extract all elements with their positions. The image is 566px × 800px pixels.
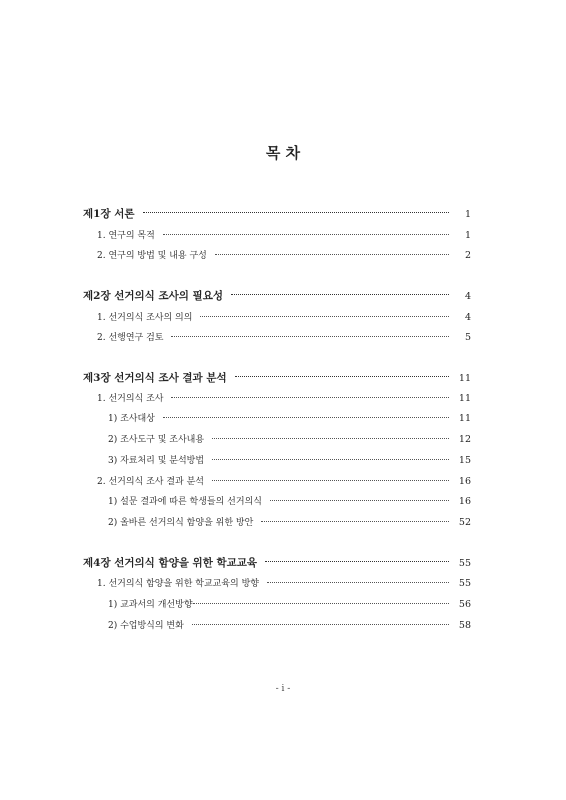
dot-leader <box>192 624 449 625</box>
toc-chapter-4[interactable] <box>83 557 471 569</box>
toc-page-number: 55 <box>458 558 471 569</box>
toc-chapter-1[interactable] <box>83 208 471 220</box>
toc-entry-label: 제3장 선거의식 조사 결과 분석 <box>83 372 227 384</box>
toc-subsection-3-1-1[interactable] <box>108 413 471 425</box>
dot-leader <box>193 603 449 604</box>
toc-page-number: 11 <box>458 373 471 384</box>
toc-section-1-1[interactable] <box>97 230 471 242</box>
toc-page-number: 1 <box>464 230 471 241</box>
dot-leader <box>163 234 449 235</box>
toc-subsection-4-1-1[interactable] <box>108 599 471 611</box>
toc-page-number: 52 <box>458 517 471 528</box>
dot-leader <box>231 294 449 295</box>
toc-section-4-1[interactable] <box>97 578 471 590</box>
dot-leader <box>143 212 449 213</box>
toc-subsection-3-2-1[interactable] <box>108 496 471 508</box>
toc-subsection-4-1-2[interactable] <box>108 620 471 632</box>
toc-entry-label: 1) 교과서의 개선방향 <box>108 600 193 610</box>
dot-leader <box>235 376 449 377</box>
toc-entry-label: 1) 설문 결과에 따른 학생들의 선거의식 <box>108 497 262 507</box>
dot-leader <box>171 397 449 398</box>
toc-entry-label: 1. 선거의식 조사 <box>97 394 164 404</box>
dot-leader <box>267 582 449 583</box>
toc-entry-label: 1. 선거의식 조사의 의의 <box>97 313 193 323</box>
page-title: 목 차 <box>265 144 301 162</box>
toc-entry-label: 2) 수업방식의 변화 <box>108 621 184 631</box>
dot-leader <box>212 459 449 460</box>
dot-leader <box>212 480 449 481</box>
toc-subsection-3-1-2[interactable] <box>108 434 471 446</box>
toc-page-number: 5 <box>464 332 471 343</box>
toc-section-2-1[interactable] <box>97 312 471 324</box>
toc-entry-label: 제4장 선거의식 함양을 위한 학교교육 <box>83 557 258 569</box>
dot-leader <box>265 561 449 562</box>
toc-subsection-3-1-3[interactable] <box>108 455 471 467</box>
toc-entry-label: 2. 선거의식 조사 결과 분석 <box>97 477 204 487</box>
toc-subsection-3-2-2[interactable] <box>108 517 471 529</box>
toc-entry-label: 2. 선행연구 검토 <box>97 333 164 343</box>
toc-entry-label: 3) 자료처리 및 분석방법 <box>108 456 205 466</box>
toc-page-number: 1 <box>464 209 471 220</box>
toc-section-2-2[interactable] <box>97 332 471 344</box>
dot-leader <box>215 254 449 255</box>
toc-page-number: 58 <box>458 620 471 631</box>
toc-page-number: 4 <box>464 312 471 323</box>
toc-entry-label: 제1장 서론 <box>83 208 135 220</box>
dot-leader <box>163 417 449 418</box>
toc-entry-label: 2) 조사도구 및 조사내용 <box>108 435 205 445</box>
toc-page-number: 16 <box>458 476 471 487</box>
toc-chapter-3[interactable] <box>83 372 471 384</box>
toc-section-1-2[interactable] <box>97 250 471 262</box>
toc-page-number: 2 <box>464 250 471 261</box>
toc-entry-label: 2. 연구의 방법 및 내용 구성 <box>97 251 207 261</box>
toc-page-number: 4 <box>464 291 471 302</box>
toc-page-number: 56 <box>458 599 471 610</box>
toc-section-3-1[interactable] <box>97 393 471 405</box>
toc-page-number: 11 <box>458 393 471 404</box>
toc-page-number: 11 <box>458 413 471 424</box>
page-number-footer: - i - <box>275 684 291 694</box>
toc-entry-label: 1) 조사대상 <box>108 414 155 424</box>
dot-leader <box>200 316 449 317</box>
toc-page-number: 55 <box>458 578 471 589</box>
toc-entry-label: 제2장 선거의식 조사의 필요성 <box>83 290 223 302</box>
dot-leader <box>270 500 449 501</box>
toc-page-number: 15 <box>458 455 471 466</box>
toc-chapter-2[interactable] <box>83 290 471 302</box>
toc-page-number: 16 <box>458 496 471 507</box>
toc-page-number: 12 <box>458 434 471 445</box>
dot-leader <box>261 521 449 522</box>
toc-entry-label: 1. 연구의 목적 <box>97 231 155 241</box>
dot-leader <box>171 336 449 337</box>
toc-entry-label: 1. 선거의식 함양을 위한 학교교육의 방향 <box>97 579 259 589</box>
toc-section-3-2[interactable] <box>97 476 471 488</box>
dot-leader <box>212 438 449 439</box>
toc-entry-label: 2) 올바른 선거의식 함양을 위한 방안 <box>108 518 254 528</box>
